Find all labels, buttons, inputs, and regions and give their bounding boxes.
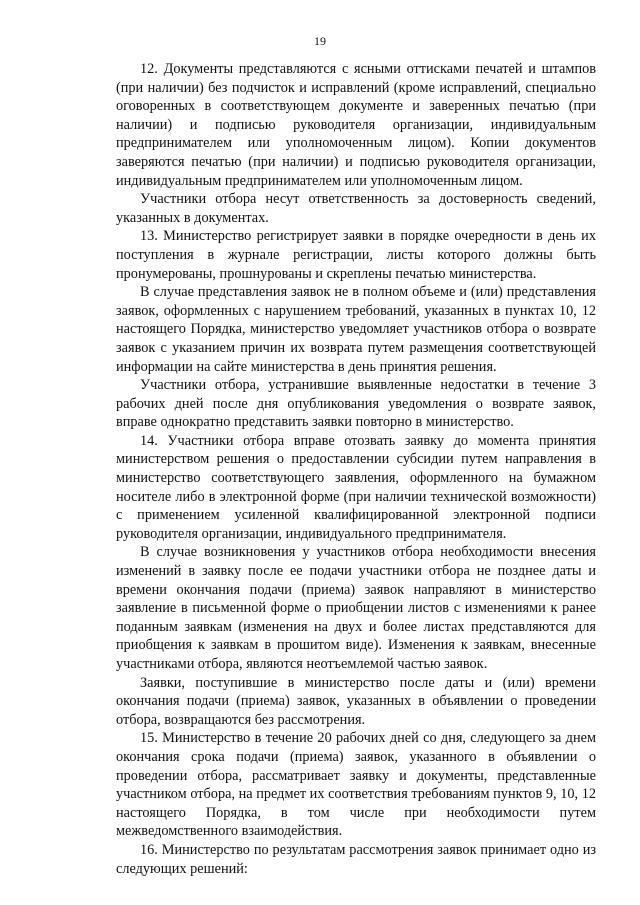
paragraph-amendments: В случае возникновения у участников отбора необходимости внесения изменений в заявку после ее подачи участники отбора не позднее даты и времени окончания подачи (приема) заявок направляют в министерство заявление в письменной форме о приобщении листов с изменениями к ранее поданным заявкам (изменения на двух и более листах представляются для приобщения к заявкам в прошитом виде). Изменения к заявкам, внесенные участниками отбора, являются неотъемлемой частью заявок. (116, 544, 596, 672)
paragraph-15-review: 15. Министерство в течение 20 рабочих дней со дня, следующего за днем окончания срока подачи (приема) заявок, указанного в объявлении о проведении отбора, рассматривает заявку и документы, представленные участником отбора, на предмет их соответствия требованиям пунктов 9, 10, 12 настоящего Порядка, в том числе при необходимости путем межведомственного взаимодействия. (116, 730, 596, 840)
paragraph-resubmission: Участники отбора, устранившие выявленные недостатки в течение 3 рабочих дней после дня опубликования уведомления о возврате заявок, вправе однократно представить заявки повторно в министерство. (116, 377, 596, 431)
paragraph-responsibility: Участники отбора несут ответственность за достоверность сведений, указанных в документах. (116, 191, 596, 226)
paragraph-return-of-applications: В случае представления заявок не в полном объеме и (или) представления заявок, оформленных с нарушением требований, указанных в пунктах 10, 12 настоящего Порядка, министерство уведомляет участников отбора о возврате заявок с указанием причин их возврата путем размещения соответствующей информации на сайте министерства в день принятия решения. (116, 284, 596, 375)
paragraph-16-decisions: 16. Министерство по результатам рассмотрения заявок принимает одно из следующих решений: (116, 841, 596, 877)
paragraph-13-registration: 13. Министерство регистрирует заявки в порядке очередности в день их поступления в журнале регистрации, листы которого должны быть пронумерованы, прошнурованы и скреплены печатью министерства. (116, 228, 596, 282)
paragraph-14-withdrawal: 14. Участники отбора вправе отозвать заявку до момента принятия министерством решения о предоставлении субсидии путем направления в министерство соответствующего заявления, оформленного на бумажном носителе либо в электронной форме (при наличии технической возможности) с применением усиленной квалифицированной электронной подписи руководителя организации, индивидуального предпринимателя. (116, 432, 596, 542)
page-number: 19 (314, 34, 326, 48)
paragraph-12-documents: 12. Документы представляются с ясными оттисками печатей и штампов (при наличии) без подчисток и исправлений (кроме исправлений, специально оговоренных в соответствующем документе и заверенных печатью (при наличии) и подписью руководителя организации, индивидуальным предпринимателем или уполномоченным лицом). Копии документов заверяются печатью (при наличии) и подписью руководителя организации, индивидуальным предпринимателем или уполномоченным лицом. (116, 61, 596, 189)
paragraph-late-applications: Заявки, поступившие в министерство после даты и (или) времени окончания подачи (приема) заявок, указанных в объявлении о проведении отбора, возвращаются без рассмотрения. (116, 674, 596, 728)
document-body (116, 60, 596, 878)
